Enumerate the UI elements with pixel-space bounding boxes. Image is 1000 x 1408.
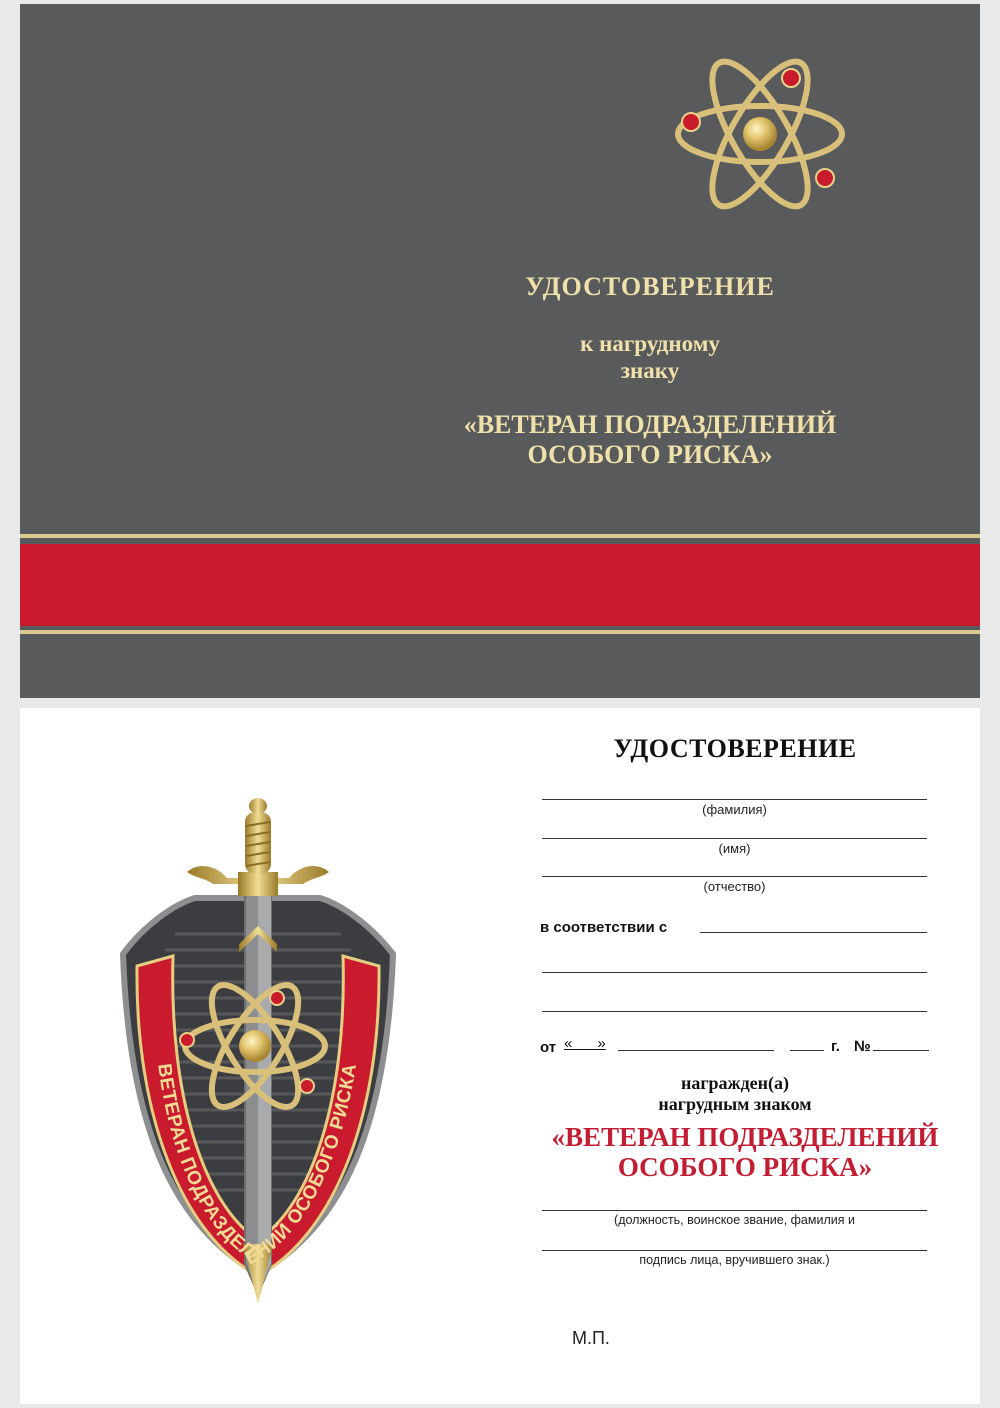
award-name (530, 1122, 960, 1182)
awarded-line2: нагрудным знаком (658, 1094, 812, 1114)
name-line[interactable] (542, 838, 927, 839)
cover-award-name-line1: «ВЕТЕРАН ПОДРАЗДЕЛЕНИЙ (463, 410, 837, 439)
award-name-line2: ОСОБОГО РИСКА» (617, 1152, 873, 1182)
patronymic-line[interactable] (542, 876, 927, 877)
signer-line-1[interactable] (542, 1210, 927, 1211)
cover-subtitle-line2: знаку (620, 358, 680, 383)
atom-emblem-icon (660, 48, 860, 228)
signer-caption-1: (должность, воинское звание, фамилия и (614, 1213, 855, 1227)
seal-place-label: М.П. (572, 1328, 610, 1348)
cover-subtitle-line1: к нагрудному (580, 331, 720, 356)
surname-caption: (фамилия) (702, 802, 767, 817)
certificate-cover (20, 4, 980, 698)
signer-caption-2: подпись лица, вручившего знак.) (639, 1253, 830, 1267)
number-label: № (854, 1038, 871, 1055)
cover-award-name-line2: ОСОБОГО РИСКА» (527, 440, 773, 469)
cover-subtitle (320, 330, 980, 384)
gold-stripe-bottom (20, 630, 980, 634)
year-label: г. (831, 1038, 840, 1055)
awarded-text (540, 1073, 930, 1115)
awarded-line1: награжден(а) (680, 1073, 790, 1093)
inner-title: УДОСТОВЕРЕНИЕ (613, 734, 857, 763)
red-band (20, 544, 980, 626)
year-line[interactable] (790, 1050, 824, 1051)
cover-title: УДОСТОВЕРЕНИЕ (525, 272, 775, 301)
according-to-label: в соответствии с (540, 919, 668, 936)
from-label: от (540, 1039, 557, 1056)
month-line[interactable] (618, 1050, 774, 1051)
name-caption: (имя) (718, 841, 751, 856)
according-to-line[interactable] (700, 932, 927, 933)
certificate-inner-page (20, 708, 980, 1404)
cover-award-name (320, 410, 980, 470)
signer-line-2[interactable] (542, 1250, 927, 1251)
gold-stripe-top (20, 534, 980, 538)
number-line[interactable] (873, 1050, 929, 1051)
blank-line-2[interactable] (542, 1011, 927, 1012)
award-name-line1: «ВЕТЕРАН ПОДРАЗДЕЛЕНИЙ (551, 1122, 939, 1152)
blank-line-1[interactable] (542, 972, 927, 973)
shield-sword-emblem-icon (115, 794, 405, 1314)
surname-line[interactable] (542, 799, 927, 800)
patronymic-caption: (отчество) (703, 879, 766, 894)
day-quotes[interactable]: « » (564, 1035, 606, 1052)
ribbon-text: ВЕТЕРАН ПОДРАЗДЕЛЕНИЙ ОСОБОГО РИСКА (153, 1061, 362, 1270)
